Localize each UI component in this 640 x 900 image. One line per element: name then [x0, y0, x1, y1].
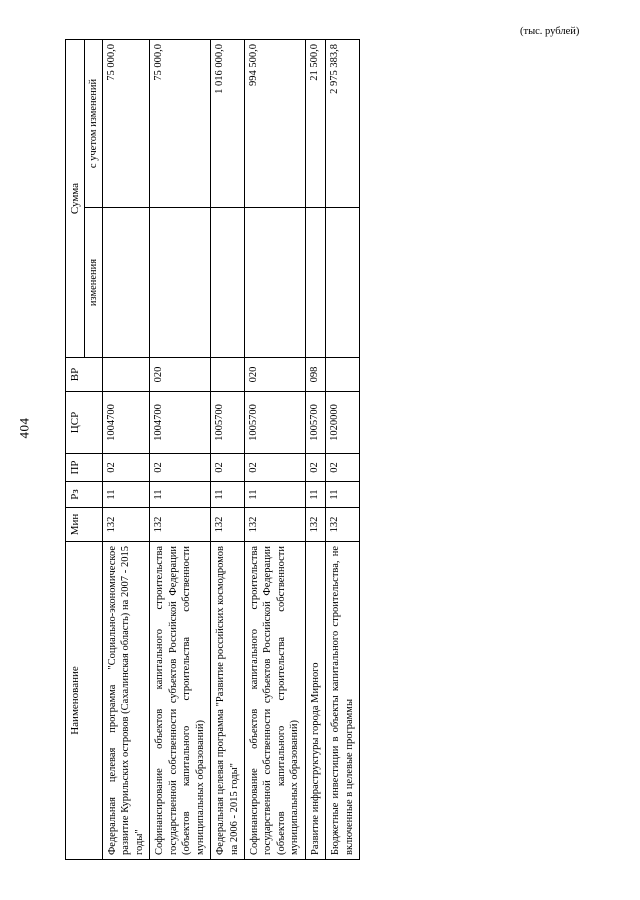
- row-csr: 1005700: [211, 392, 245, 454]
- row-rz: 11: [150, 482, 211, 508]
- table-row: [326, 40, 360, 860]
- table-row: [103, 40, 150, 860]
- row-name: Софинансирование объектов капитального строительства государственной собственности субъектов Российской Федерации (объектов капитального строительства собственности муниципальных образований): [244, 542, 305, 860]
- header-rz: Рз: [66, 482, 103, 508]
- row-vr: 098: [305, 358, 325, 392]
- header-pr: ПР: [66, 454, 103, 482]
- row-csr: 1005700: [305, 392, 325, 454]
- row-rz: 11: [326, 482, 360, 508]
- row-csr: 1020000: [326, 392, 360, 454]
- row-total: 1 016 000,0: [211, 40, 245, 208]
- header-vr: ВР: [66, 358, 103, 392]
- row-changes: [211, 208, 245, 358]
- row-pr: 02: [305, 454, 325, 482]
- row-pr: 02: [103, 454, 150, 482]
- table-header-row-1: [66, 40, 85, 860]
- row-changes: [305, 208, 325, 358]
- row-vr: [103, 358, 150, 392]
- row-csr: 1004700: [150, 392, 211, 454]
- header-total: с учетом изменений: [85, 40, 103, 208]
- row-total: 994 500,0: [244, 40, 305, 208]
- row-changes: [103, 208, 150, 358]
- row-name: Федеральная целевая программа "Социально-экономическое развитие Курильских островов (Сахалинская область) на 2007 - 2015 годы": [103, 542, 150, 860]
- table-row: [150, 40, 211, 860]
- row-changes: [244, 208, 305, 358]
- table-row: [244, 40, 305, 860]
- row-min: 132: [150, 508, 211, 542]
- row-pr: 02: [326, 454, 360, 482]
- row-rz: 11: [211, 482, 245, 508]
- row-total: 21 500,0: [305, 40, 325, 208]
- row-changes: [150, 208, 211, 358]
- row-pr: 02: [244, 454, 305, 482]
- row-csr: 1005700: [244, 392, 305, 454]
- row-changes: [326, 208, 360, 358]
- row-vr: [211, 358, 245, 392]
- row-rz: 11: [305, 482, 325, 508]
- row-name: Софинансирование объектов капитального строительства государственной собственности субъектов Российской Федерации (объектов капитального строительства собственности муниципальных образований): [150, 542, 211, 860]
- row-pr: 02: [211, 454, 245, 482]
- header-name: Наименование: [66, 542, 103, 860]
- row-min: 132: [244, 508, 305, 542]
- rotated-table-container: [65, 40, 575, 860]
- row-rz: 11: [103, 482, 150, 508]
- row-name: Бюджетные инвестиции в объекты капитального строительства, не включенные в целевые программы: [326, 542, 360, 860]
- row-vr: 020: [244, 358, 305, 392]
- row-total: 75 000,0: [150, 40, 211, 208]
- row-min: 132: [211, 508, 245, 542]
- row-pr: 02: [150, 454, 211, 482]
- row-min: 132: [103, 508, 150, 542]
- row-min: 132: [326, 508, 360, 542]
- row-vr: [326, 358, 360, 392]
- row-min: 132: [305, 508, 325, 542]
- row-name: Федеральная целевая программа "Развитие российских космодромов на 2006 - 2015 годы": [211, 542, 245, 860]
- row-vr: 020: [150, 358, 211, 392]
- page-number: 404: [16, 417, 32, 439]
- row-rz: 11: [244, 482, 305, 508]
- row-csr: 1004700: [103, 392, 150, 454]
- row-total: 75 000,0: [103, 40, 150, 208]
- units-note: (тыс. рублей): [520, 26, 580, 37]
- table-row: [211, 40, 245, 860]
- header-csr: ЦСР: [66, 392, 103, 454]
- header-min: Мин: [66, 508, 103, 542]
- table-row: [305, 40, 325, 860]
- row-total: 2 975 383,8: [326, 40, 360, 208]
- header-sum-group: Сумма: [66, 40, 85, 358]
- row-name: Развитие инфраструктуры города Мирного: [305, 542, 325, 860]
- budget-appropriations-table: [65, 39, 360, 860]
- header-changes: изменения: [85, 208, 103, 358]
